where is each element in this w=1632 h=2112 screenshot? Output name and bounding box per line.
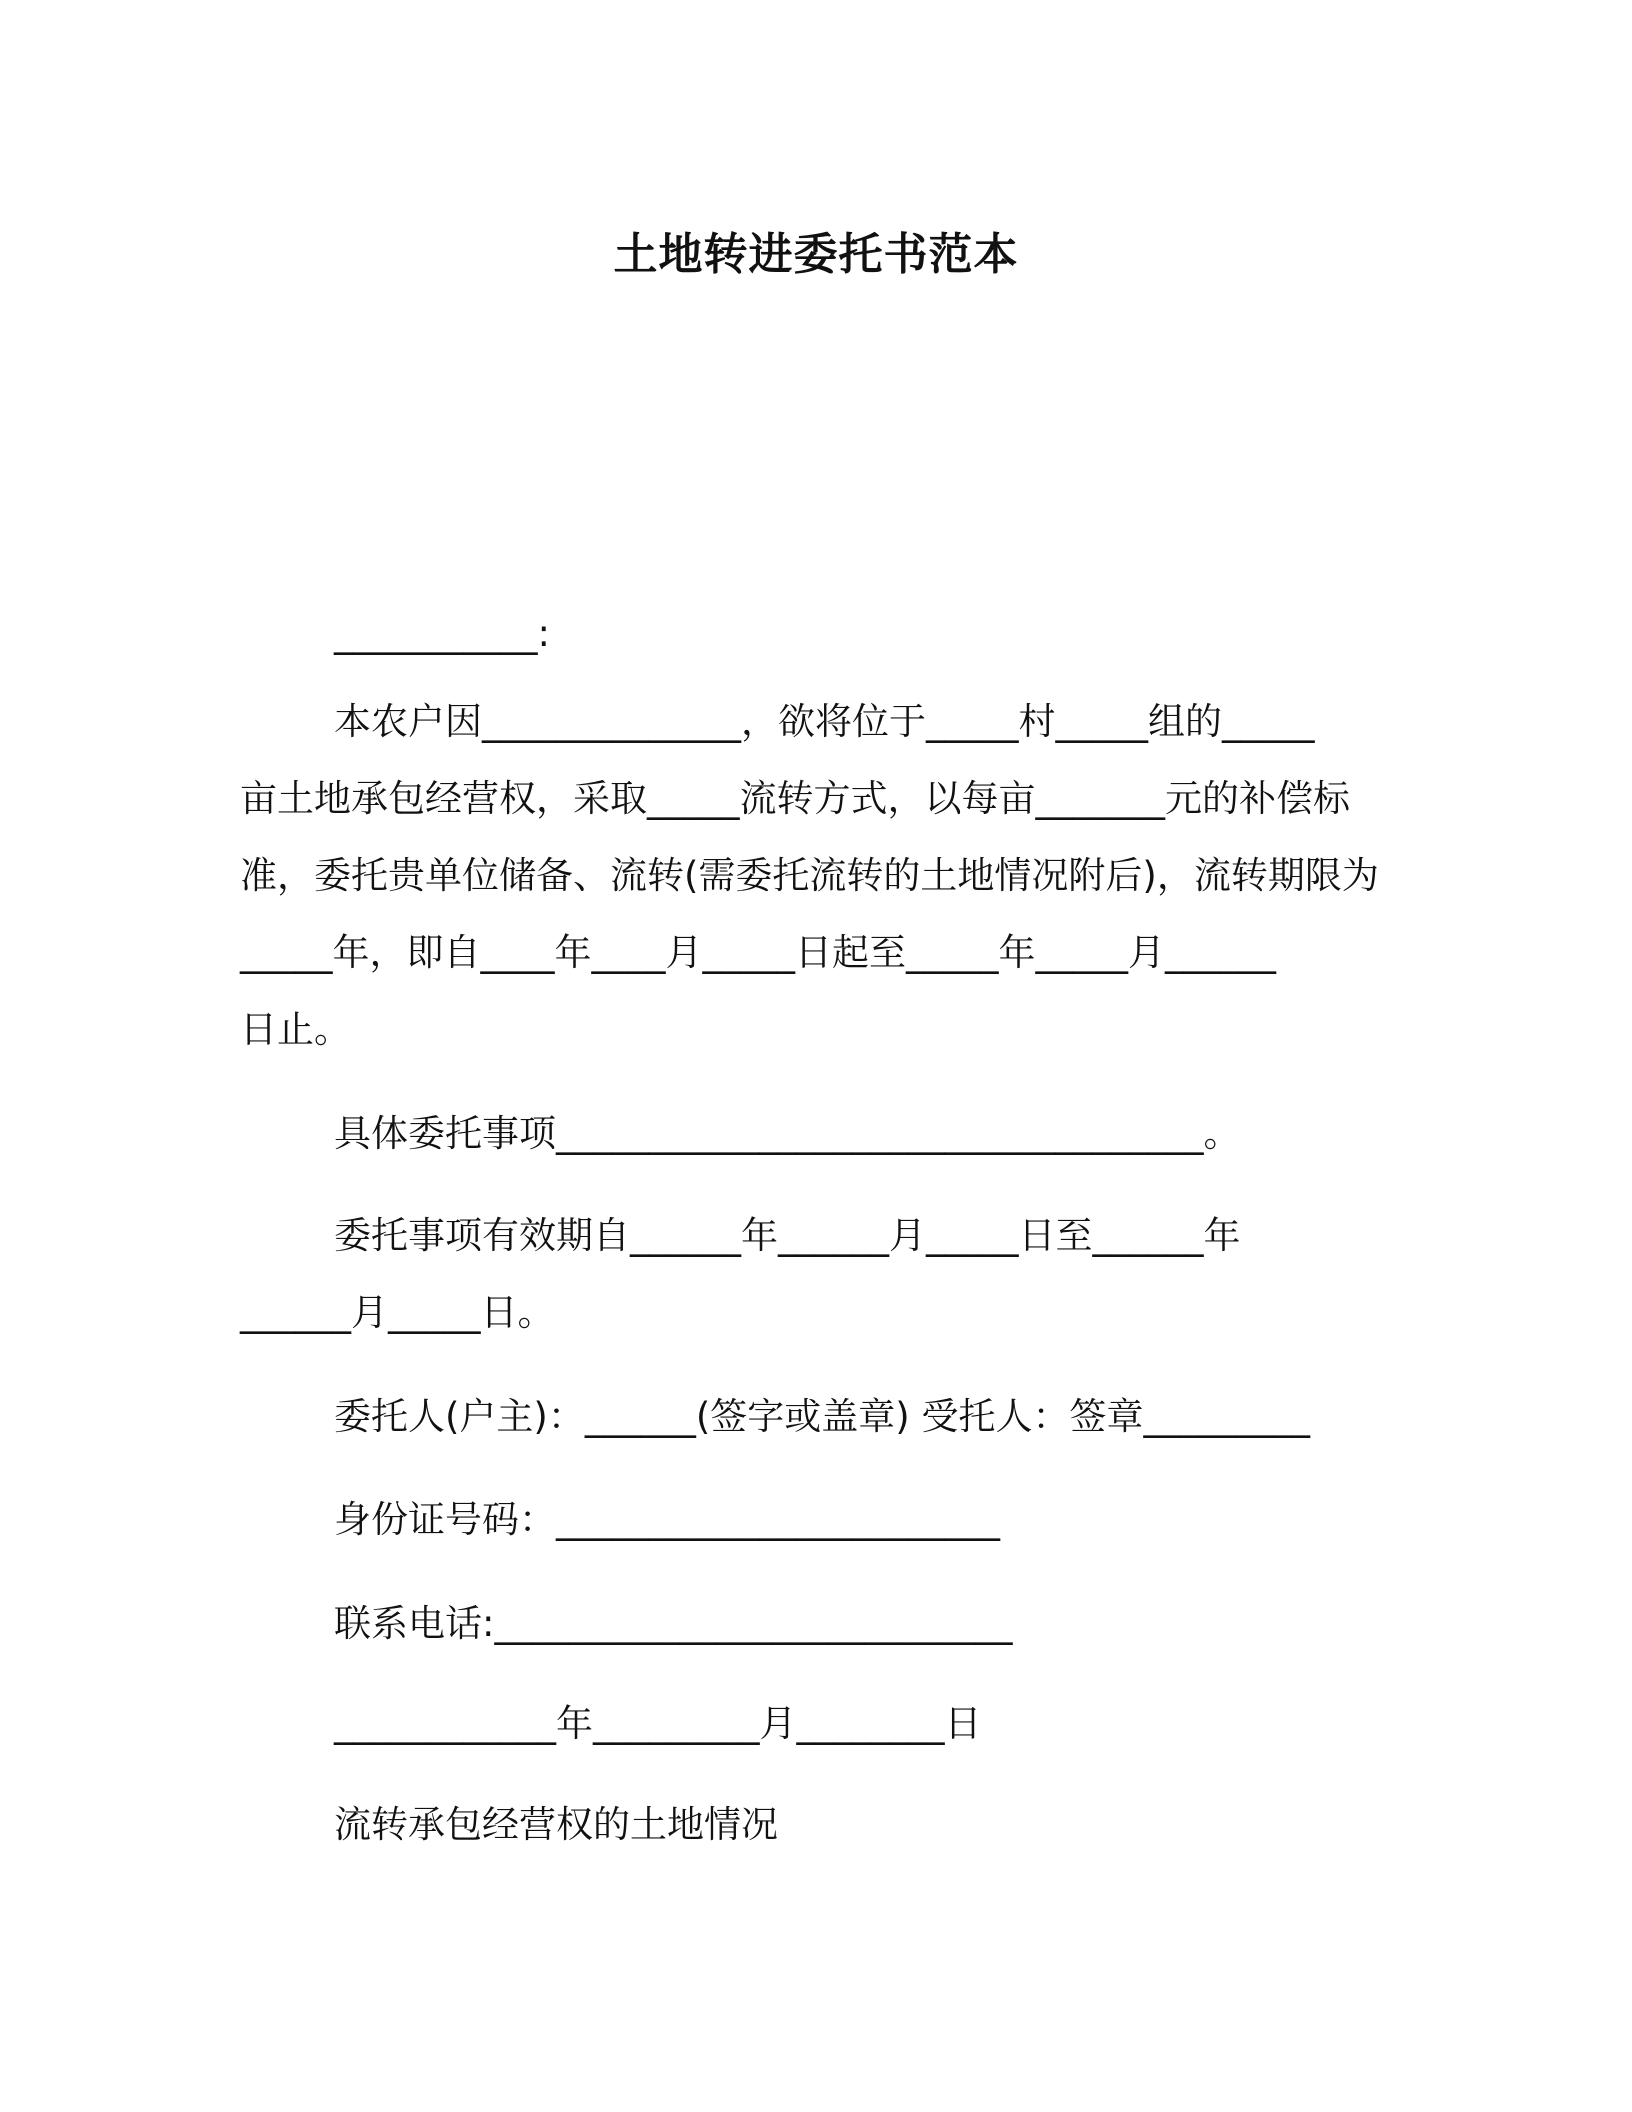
paragraph-1-line-4: _____年，即自____年____月_____日起至_____年_____月______ <box>240 931 1276 974</box>
paragraph-1-line-5: 日止。 <box>240 1008 351 1051</box>
paragraph-1-line-3: 准，委托贵单位储备、流转(需委托流转的土地情况附后)，流转期限为 <box>240 854 1379 897</box>
paragraph-1-line-1: 本农户因______________，欲将位于_____村_____组的_____ <box>334 700 1315 743</box>
phone-line: 联系电话:____________________________ <box>334 1602 1013 1645</box>
id-number-line: 身份证号码：________________________ <box>334 1498 1000 1541</box>
validity-line-2: ______月_____日。 <box>240 1291 555 1334</box>
salutation-line: ___________: <box>334 612 550 655</box>
validity-line-1: 委托事项有效期自______年______月_____日至______年 <box>334 1214 1241 1257</box>
principal-signature-line: 委托人(户主)：______(签字或盖章) 受托人：签章_________ <box>334 1395 1311 1438</box>
document-title: 土地转进委托书范本 <box>613 229 1019 280</box>
matters-line: 具体委托事项___________________________________。 <box>334 1112 1241 1155</box>
land-info-heading: 流转承包经营权的土地情况 <box>334 1803 778 1846</box>
paragraph-1-line-2: 亩土地承包经营权，采取_____流转方式，以每亩_______元的补偿标 <box>240 777 1350 820</box>
date-line: ____________年_________月________日 <box>334 1702 982 1745</box>
